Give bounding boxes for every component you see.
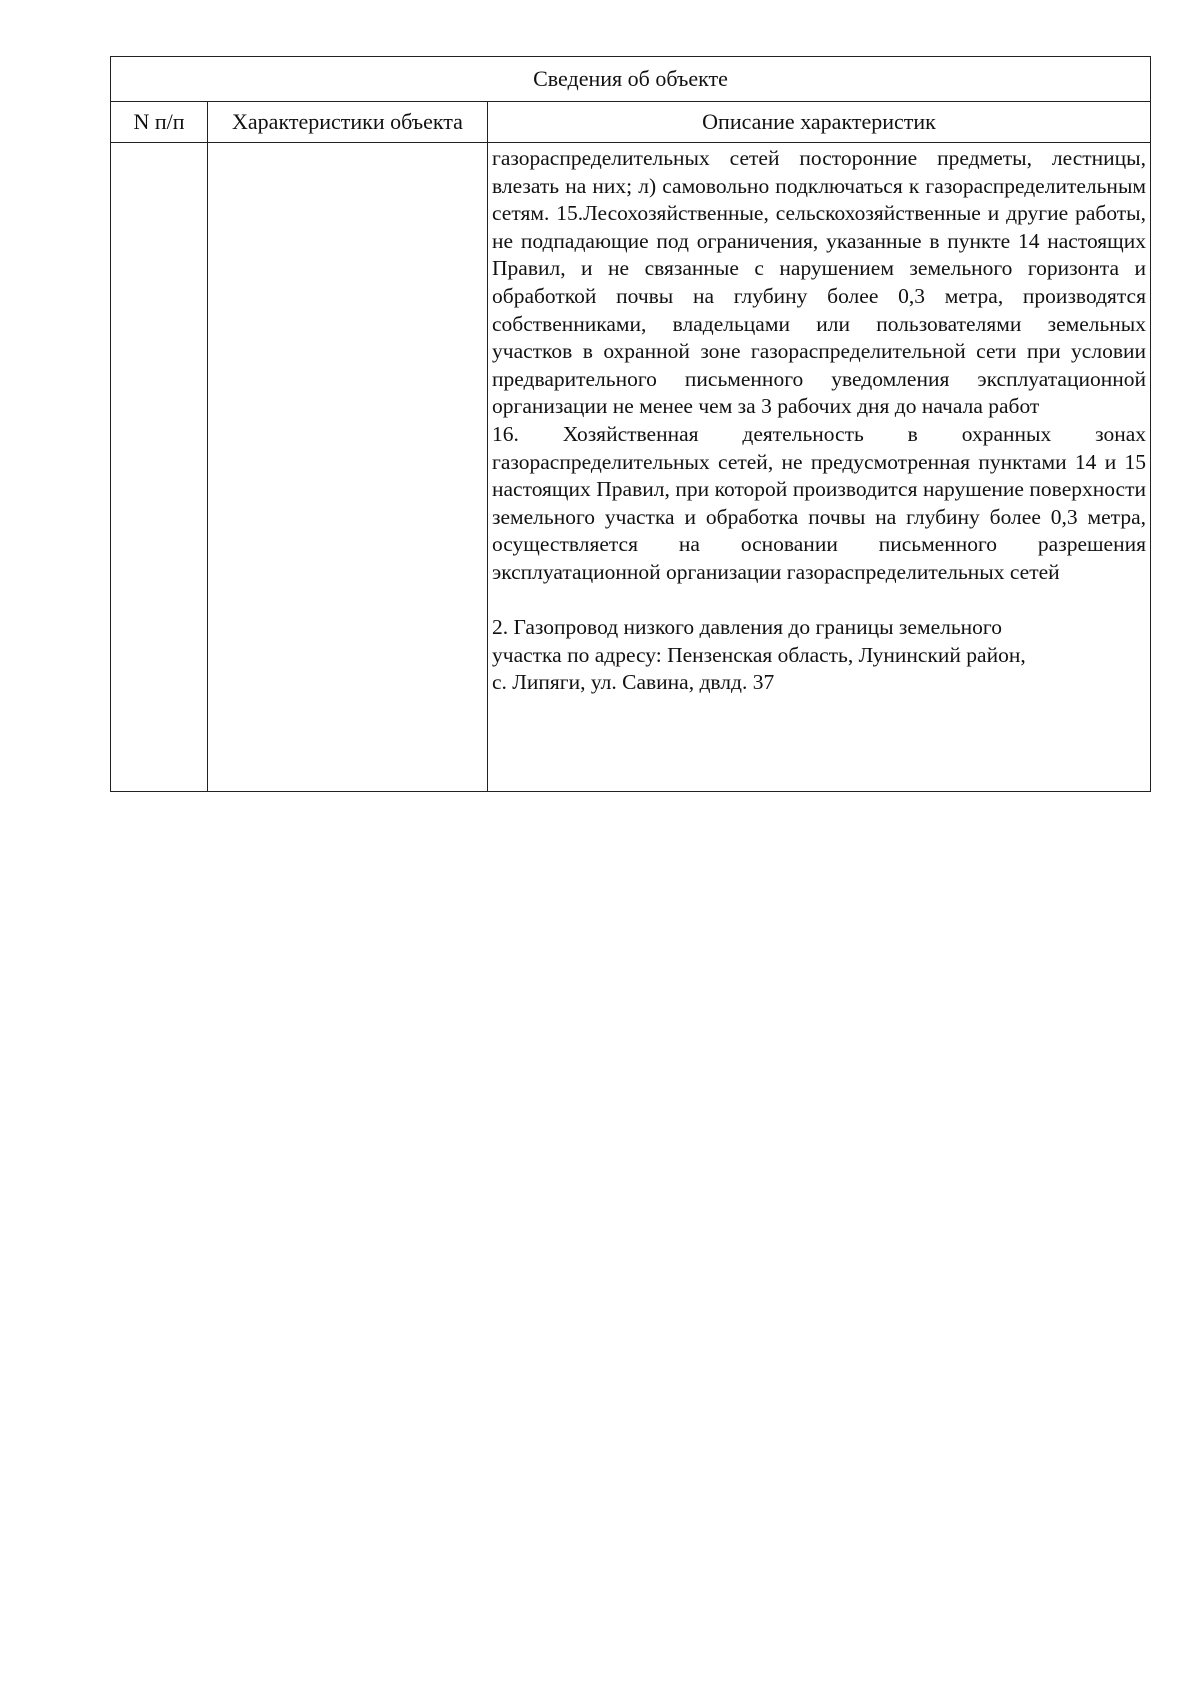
- item-2-line-3: с. Липяги, ул. Савина, двлд. 37: [492, 670, 775, 695]
- description-paragraph-2: 16. Хозяйственная деятельность в охранных зонах газораспределительных сетей, не предусмотренная пунктами 14 и 15 настоящих Правил, при которой производится нарушение поверхности земельного участка и обработка почвы на глубину более 0,3 метра, осуществляется на основании письменного разрешения эксплуатационной организации газораспределительных сетей: [492, 421, 1146, 584]
- item-2-line-1: 2. Газопровод низкого давления до границы земельного: [492, 615, 1002, 640]
- row-description-cell: [488, 143, 1151, 792]
- description-paragraph-1: газораспределительных сетей посторонние предметы, лестницы, влезать на них; л) самовольно подключаться к газораспределительным сетям. 15.Лесохозяйственные, сельскохозяйственные и другие работы, не подпадающие под ограничения, указанные в пункте 14 настоящих Правил, и не связанные с нарушением земельного горизонта и обработкой почвы на глубину более 0,3 метра, производятся собственниками, владельцами или пользователями земельных участков в охранной зоне газораспределительной сети при условии предварительного письменного уведомления эксплуатационной организации не менее чем за 3 рабочих дня до начала работ: [492, 146, 1146, 419]
- description-text: [488, 143, 1150, 697]
- table-row: [111, 143, 1151, 792]
- object-info-table: [110, 56, 1151, 792]
- column-header-number: N п/п: [111, 102, 208, 143]
- column-header-description: Описание характеристик: [488, 102, 1151, 143]
- column-header-characteristics: Характеристики объекта: [208, 102, 488, 143]
- row-number-cell: [111, 143, 208, 792]
- table-title: Сведения об объекте: [111, 57, 1151, 102]
- row-characteristic-cell: [208, 143, 488, 792]
- paragraph-spacer: [492, 587, 1146, 615]
- item-2-line-2: участка по адресу: Пензенская область, Лунинский район,: [492, 642, 1026, 667]
